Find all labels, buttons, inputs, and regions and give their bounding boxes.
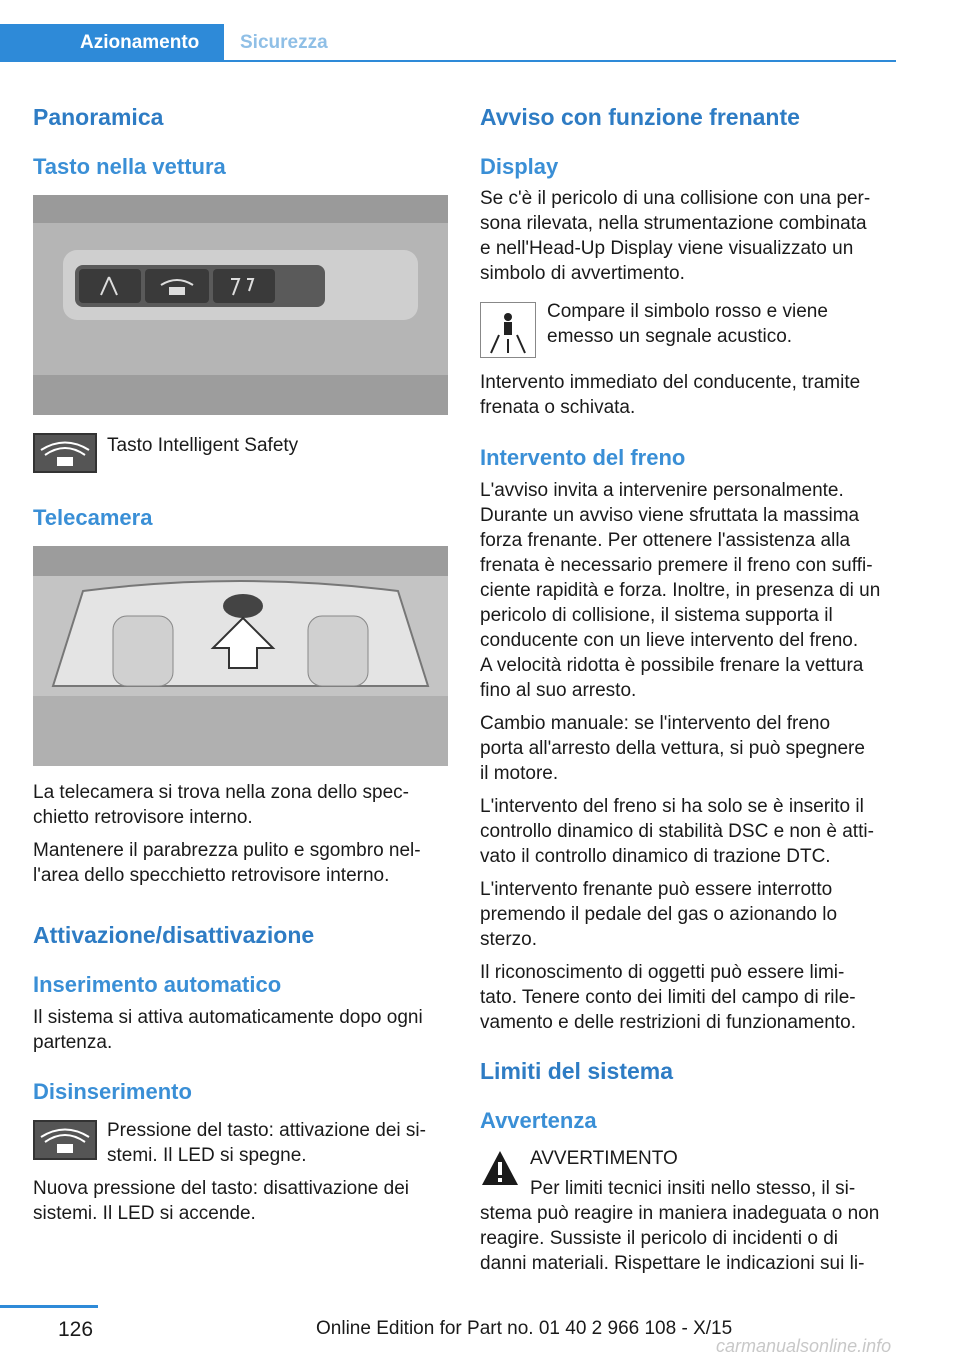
text-intervento-0: Intervento immediato del conducente, tramite bbox=[480, 372, 861, 393]
warning-text-0: Per limiti tecnici insiti nello stesso, il si- bbox=[530, 1178, 856, 1199]
heading-limiti: Limiti del sistema bbox=[480, 1058, 674, 1084]
text-freno1-8: fino al suo arresto. bbox=[480, 680, 637, 701]
pedestrian-warning-icon bbox=[480, 302, 536, 358]
header-rule bbox=[224, 60, 896, 62]
text-dis-2a: Nuova pressione del tasto: disattivazione dei bbox=[33, 1178, 410, 1199]
footer-rule bbox=[0, 1305, 98, 1308]
warning-text-1: stema può reagire in maniera inadeguata o non bbox=[480, 1203, 880, 1224]
text-symbol-1: emesso un segnale acustico. bbox=[547, 326, 793, 347]
warning-text-2: reagire. Sussiste il pericolo di incidenti o di bbox=[480, 1228, 839, 1249]
text-freno4-0: L'intervento frenante può essere interrotto bbox=[480, 879, 833, 900]
text-freno5-0: Il riconoscimento di oggetti può essere limi- bbox=[480, 962, 845, 983]
vehicle-buttons-illustration bbox=[33, 195, 448, 415]
text-symbol-0: Compare il simbolo rosso e viene bbox=[547, 301, 828, 322]
text-freno4-2: sterzo. bbox=[480, 929, 538, 950]
heading-panoramica: Panoramica bbox=[33, 104, 164, 130]
text-telecamera-1b: chietto retrovisore interno. bbox=[33, 807, 253, 828]
text-freno1-2: forza frenante. Per ottenere l'assistenza alla bbox=[480, 530, 851, 551]
disable-button-icon bbox=[33, 1120, 97, 1160]
warning-title: AVVERTIMENTO bbox=[530, 1148, 678, 1169]
text-telecamera-2a: Mantenere il parabrezza pulito e sgombro nel- bbox=[33, 840, 421, 861]
caption-tasto: Tasto Intelligent Safety bbox=[107, 435, 299, 456]
tab-sicurezza[interactable]: Sicurezza bbox=[240, 32, 328, 53]
text-freno1-5: pericolo di collisione, il sistema supporta il bbox=[480, 605, 833, 626]
watermark: carmanualsonline.info bbox=[716, 1336, 892, 1356]
text-freno2-2: il motore. bbox=[480, 763, 559, 784]
text-display-2: e nell'Head-Up Display viene visualizzato un bbox=[480, 238, 854, 259]
edition-info: Online Edition for Part no. 01 40 2 966 108 - X/15 bbox=[316, 1318, 733, 1339]
text-display-0: Se c'è il pericolo di una collisione con una per- bbox=[480, 188, 871, 209]
text-inserimento-a: Il sistema si attiva automaticamente dopo ogni bbox=[33, 1007, 423, 1028]
heading-disinserimento: Disinserimento bbox=[33, 1079, 192, 1104]
text-freno5-2: vamento e delle restrizioni di funzionamento. bbox=[480, 1012, 856, 1033]
heading-inserimento: Inserimento automatico bbox=[33, 972, 282, 997]
text-display-1: sona rilevata, nella strumentazione combinata bbox=[480, 213, 867, 234]
heading-telecamera: Telecamera bbox=[33, 505, 153, 530]
text-freno1-0: L'avviso invita a intervenire personalmente. bbox=[480, 480, 844, 501]
text-dis-1a: Pressione del tasto: attivazione dei si- bbox=[107, 1120, 426, 1141]
text-freno3-0: L'intervento del freno si ha solo se è inserito il bbox=[480, 796, 864, 817]
text-freno4-1: premendo il pedale del gas o azionando lo bbox=[480, 904, 838, 925]
text-inserimento-b: partenza. bbox=[33, 1032, 113, 1053]
text-freno5-1: tato. Tenere conto dei limiti del campo di rile- bbox=[480, 987, 856, 1008]
text-freno2-1: porta all'arresto della vettura, si può spegnere bbox=[480, 738, 865, 759]
text-display-3: simbolo di avvertimento. bbox=[480, 263, 685, 284]
text-freno1-3: frenata è necessario premere il freno con suffi- bbox=[480, 555, 873, 576]
text-freno3-2: vato il controllo dinamico di trazione DTC. bbox=[480, 846, 831, 867]
text-freno1-4: ciente rapidità e forza. Inoltre, in presenza di un bbox=[480, 580, 881, 601]
tab-azionamento[interactable]: Azionamento bbox=[0, 24, 224, 62]
text-freno3-1: controllo dinamico di stabilità DSC e non è atti- bbox=[480, 821, 874, 842]
heading-freno: Intervento del freno bbox=[480, 445, 686, 470]
text-telecamera-1a: La telecamera si trova nella zona dello spec- bbox=[33, 782, 409, 803]
intelligent-safety-button-icon bbox=[33, 433, 97, 473]
heading-avvertenza: Avvertenza bbox=[480, 1108, 597, 1133]
page-number: 126 bbox=[58, 1318, 94, 1341]
text-freno1-7: A velocità ridotta è possibile frenare la vettura bbox=[480, 655, 864, 676]
heading-display: Display bbox=[480, 154, 559, 179]
text-intervento-1: frenata o schivata. bbox=[480, 397, 636, 418]
text-freno1-1: Durante un avviso viene sfruttata la massima bbox=[480, 505, 860, 526]
text-dis-1b: stemi. Il LED si spegne. bbox=[107, 1145, 307, 1166]
text-dis-2b: sistemi. Il LED si accende. bbox=[33, 1203, 256, 1224]
camera-illustration bbox=[33, 546, 448, 766]
warning-text-3: danni materiali. Rispettare le indicazioni sui li- bbox=[480, 1253, 865, 1274]
heading-avviso: Avviso con funzione frenante bbox=[480, 104, 800, 130]
text-freno1-6: conducente con un lieve intervento del freno. bbox=[480, 630, 859, 651]
photo-camera bbox=[33, 546, 448, 766]
text-telecamera-2b: l'area dello specchietto retrovisore interno. bbox=[33, 865, 390, 886]
heading-attivazione: Attivazione/disattivazione bbox=[33, 922, 315, 948]
header-bar bbox=[0, 0, 960, 64]
text-freno2-0: Cambio manuale: se l'intervento del freno bbox=[480, 713, 831, 734]
photo-vehicle-buttons bbox=[33, 195, 448, 415]
heading-tasto: Tasto nella vettura bbox=[33, 154, 226, 179]
warning-triangle-icon bbox=[480, 1148, 520, 1188]
